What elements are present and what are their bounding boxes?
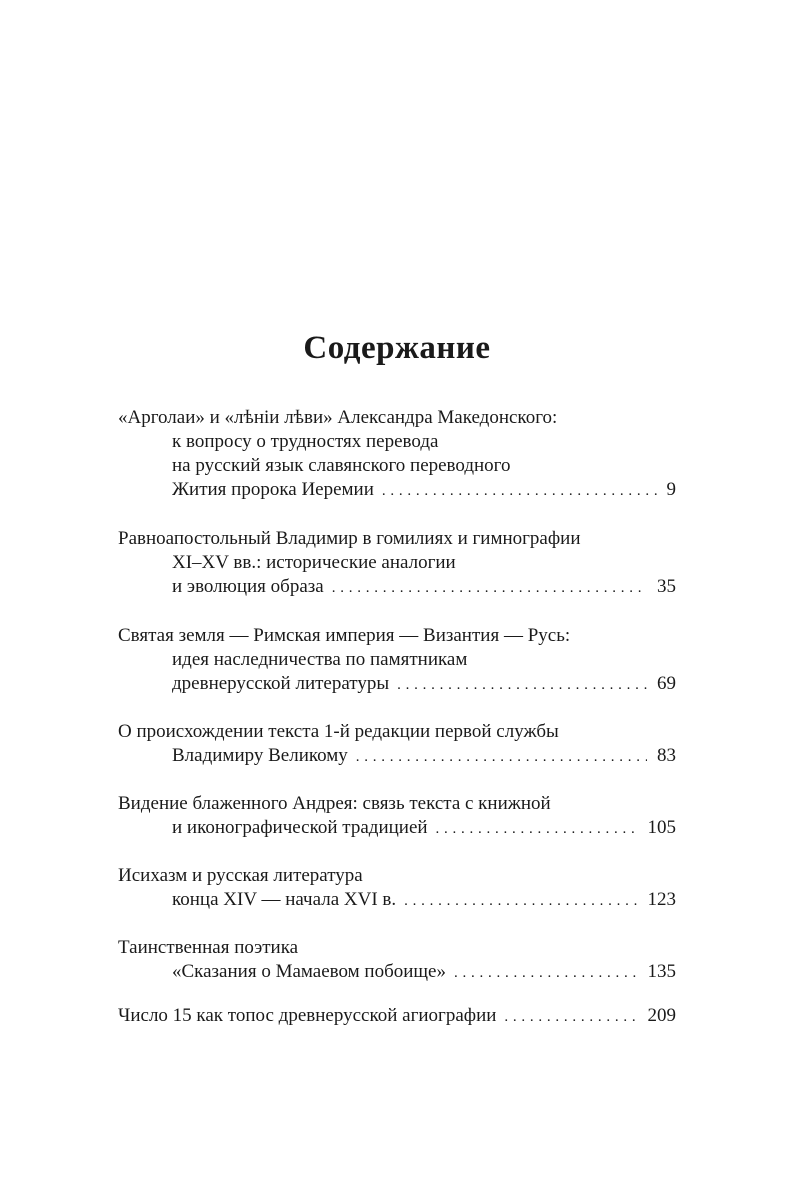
toc-entry-last-line xyxy=(118,1004,676,1028)
toc-entry-line: Святая земля — Римская империя — Византия — Русь: xyxy=(118,625,571,646)
toc-entry-line: Таинственная поэтика xyxy=(118,937,299,958)
page-number: 83 xyxy=(657,745,676,766)
dot-leader xyxy=(397,673,647,697)
dot-leader xyxy=(382,479,657,503)
page-number: 135 xyxy=(647,961,676,982)
toc-entry xyxy=(118,864,676,912)
toc-entry xyxy=(118,792,676,840)
dot-leader xyxy=(356,745,647,769)
toc-entry-text: конца XIV — начала XVI в. xyxy=(172,889,397,910)
toc-entry xyxy=(118,1004,676,1028)
page-number: 35 xyxy=(657,576,676,597)
toc-entry xyxy=(118,527,676,599)
toc-entry-last-line xyxy=(118,888,676,912)
toc-entry-last-line xyxy=(118,575,676,599)
table-of-contents xyxy=(118,406,676,1028)
toc-entry-text: Владимиру Великому xyxy=(172,745,348,766)
toc-entry-text: и иконографической традицией xyxy=(172,817,428,838)
toc-entry-line: Равноапостольный Владимир в гомилиях и гимнографии xyxy=(118,528,581,549)
dot-leader xyxy=(404,889,637,913)
dot-leader xyxy=(454,961,638,985)
page-number: 9 xyxy=(666,479,676,500)
toc-entry-line: на русский язык славянского переводного xyxy=(172,455,511,476)
toc-entry-last-line xyxy=(118,744,676,768)
toc-entry-text: и эволюция образа xyxy=(172,576,324,597)
toc-entry-line: О происхождении текста 1-й редакции первой службы xyxy=(118,721,559,742)
toc-entry-line: идея наследничества по памятникам xyxy=(172,649,468,670)
toc-entry-last-line xyxy=(118,672,676,696)
toc-entry-text: Число 15 как топос древнерусской агиографии xyxy=(118,1005,497,1026)
dot-leader xyxy=(436,817,638,841)
toc-entry-line: XI–XV вв.: исторические аналогии xyxy=(172,552,456,573)
toc-entry-text: Жития пророка Иеремии xyxy=(172,479,374,500)
toc-entry xyxy=(118,720,676,768)
toc-entry xyxy=(118,936,676,984)
toc-entry-line: к вопросу о трудностях перевода xyxy=(172,431,439,452)
toc-entry-line: Исихазм и русская литература xyxy=(118,865,363,886)
toc-entry-line: Видение блаженного Андрея: связь текста с книжной xyxy=(118,793,551,814)
toc-entry-last-line xyxy=(118,478,676,502)
toc-entry-last-line xyxy=(118,816,676,840)
page-number: 69 xyxy=(657,673,676,694)
toc-entry-text: древнерусской литературы xyxy=(172,673,390,694)
toc-entry-last-line xyxy=(118,960,676,984)
page-number: 105 xyxy=(647,817,676,838)
page-title: Содержание xyxy=(303,330,491,366)
page-number: 209 xyxy=(647,1005,676,1026)
dot-leader xyxy=(332,576,647,600)
toc-entry xyxy=(118,406,676,502)
toc-entry-text: «Сказания о Мамаевом побоище» xyxy=(172,961,446,982)
toc-entry-line: «Арголаи» и «лѣнiи лѣви» Александра Македонского: xyxy=(118,407,558,428)
toc-entry xyxy=(118,624,676,696)
page-number: 123 xyxy=(647,889,676,910)
dot-leader xyxy=(504,1005,637,1029)
